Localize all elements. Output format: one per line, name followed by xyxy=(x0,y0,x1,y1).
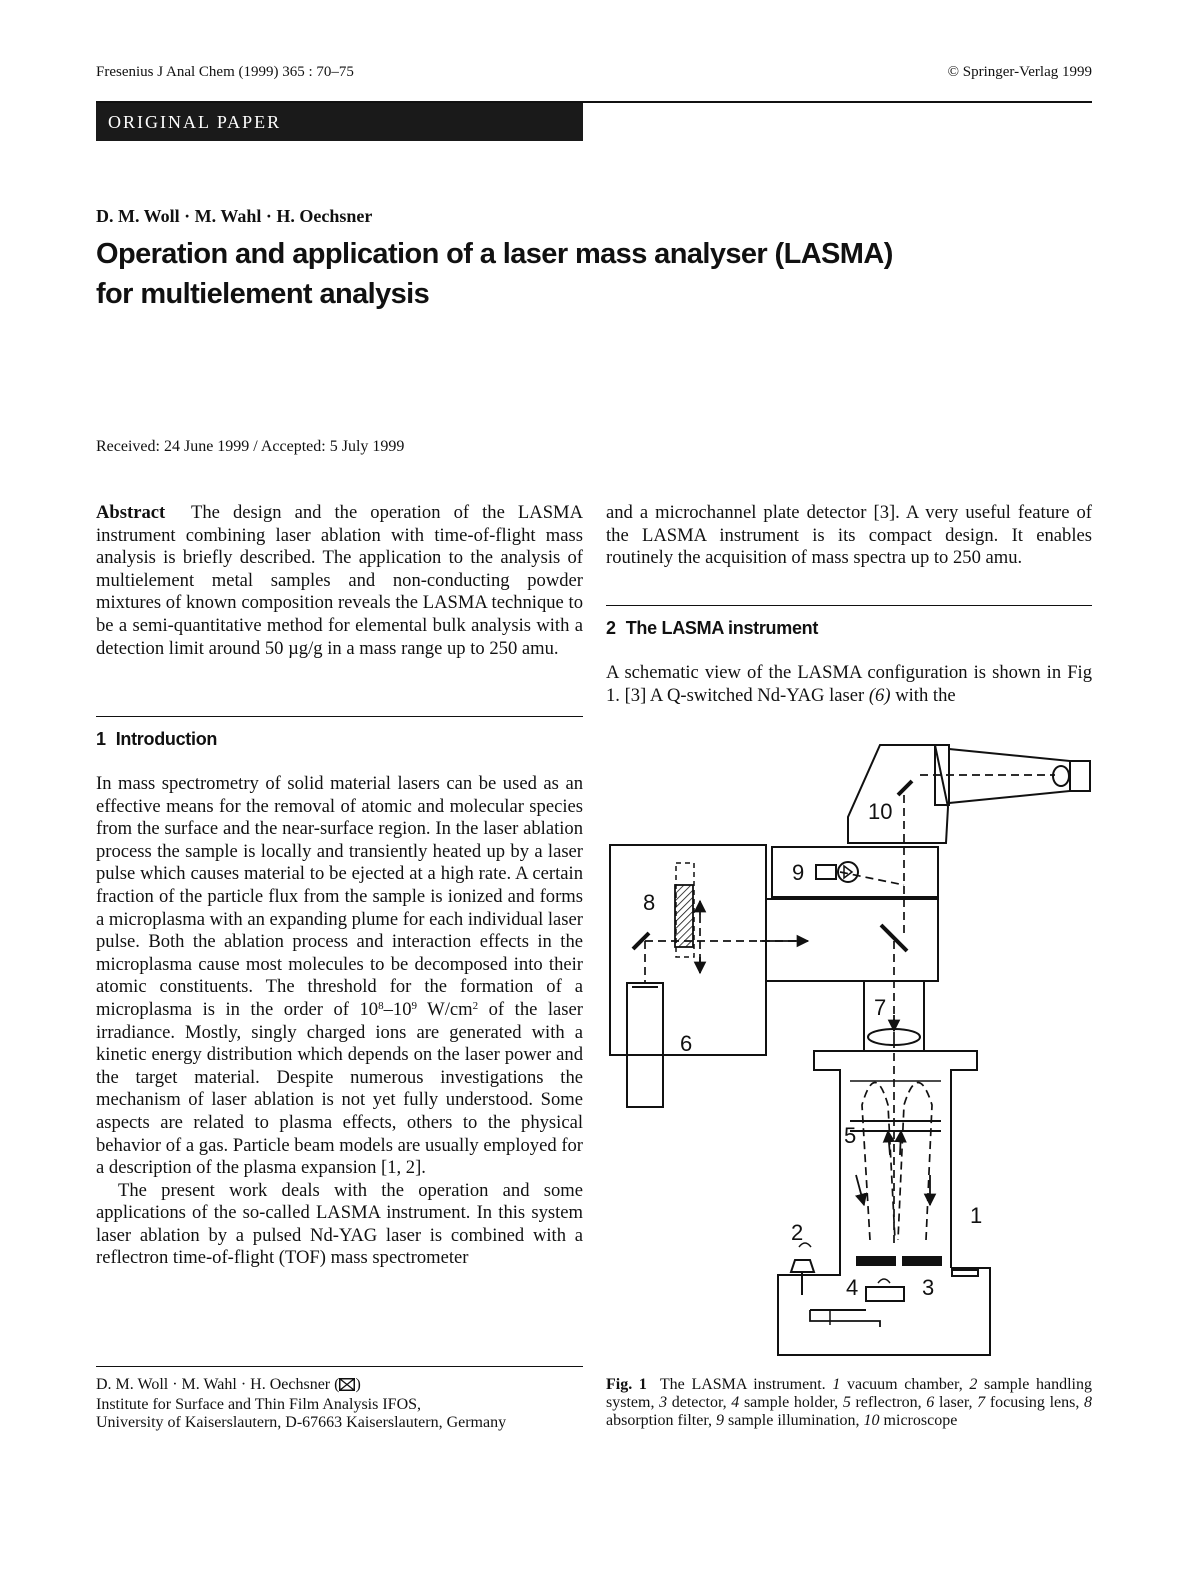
section-rule xyxy=(96,716,583,717)
title-line-2: for multielement analysis xyxy=(96,278,430,310)
figure-label: 1 xyxy=(970,1203,983,1228)
lasma-schematic-figure xyxy=(600,735,1100,1365)
figure-label: 4 xyxy=(846,1275,859,1300)
section-banner: ORIGINAL PAPER xyxy=(96,103,583,141)
section-2-body: A schematic view of the LASMA configuration is shown in Fig 1. [3] A Q-switched Nd-YAG laser (6) with the xyxy=(606,662,1092,706)
caption-text-fragment: focusing lens, xyxy=(985,1394,1085,1411)
abstract-text: The design and the operation of the LASMA instrument combining laser ablation with time-of-flight mass analysis is briefly described. The application to the analysis of multielement metal samples and non-conducting powder mixtures of known composition reveals the LASMA technique to be a semi-quantitative method for elemental bulk analysis with a detection limit around 50 µg/g in a mass range up to 250 amu. xyxy=(96,502,584,659)
footnote-rule xyxy=(96,1366,583,1367)
optics-housing xyxy=(766,899,938,981)
figure-label: 7 xyxy=(874,995,887,1020)
figure-caption-text xyxy=(606,1376,1092,1429)
envelope-icon xyxy=(339,1378,355,1396)
caption-item-number: 1 xyxy=(832,1376,841,1393)
abstract-continuation: and a microchannel plate detector [3]. A very useful feature of the LASMA instrument is its compact design. It enables routinely the acquisition of mass spectra up to 250 amu. xyxy=(606,502,1092,569)
caption-text-fragment: microscope xyxy=(879,1412,958,1429)
journal-reference: Fresenius J Anal Chem (1999) 365 : 70–75 xyxy=(96,64,354,80)
sample-holder xyxy=(866,1287,904,1301)
caption-item-number: 5 xyxy=(842,1394,851,1411)
caption-text-fragment: reflectron, xyxy=(850,1394,927,1411)
caption-item-number: 7 xyxy=(977,1394,986,1411)
section-heading-introduction xyxy=(96,729,217,750)
section-number: 1 xyxy=(96,729,106,749)
caption-item-number: 3 xyxy=(659,1394,668,1411)
caption-text-fragment: sample illumination, xyxy=(724,1412,864,1429)
section-heading-lasma-instrument xyxy=(606,618,818,639)
caption-text-fragment: laser, xyxy=(934,1394,978,1411)
figure-label: 5 xyxy=(844,1123,857,1148)
introduction-body xyxy=(96,773,583,1270)
caption-text-fragment: absorption filter, xyxy=(606,1412,716,1429)
caption-item-number: 6 xyxy=(926,1394,935,1411)
figure-label: 2 xyxy=(791,1220,804,1245)
caption-text-fragment: detector, xyxy=(667,1394,732,1411)
section-title: The LASMA instrument xyxy=(625,618,819,638)
authors: D. M. Woll · M. Wahl · H. Oechsner xyxy=(96,206,373,226)
caption-text-fragment: vacuum chamber, xyxy=(840,1376,970,1393)
detector xyxy=(902,1256,942,1266)
caption-text-fragment: sample handling system, xyxy=(606,1376,1092,1411)
caption-text-fragment: sample holder, xyxy=(739,1394,843,1411)
caption-item-number: 4 xyxy=(731,1394,740,1411)
figure-label: 10 xyxy=(868,799,893,824)
laser-enclosure xyxy=(610,845,766,1055)
caption-text-fragment: The LASMA instrument. xyxy=(659,1376,833,1393)
section-title: Introduction xyxy=(115,729,218,749)
absorption-filter xyxy=(675,885,693,947)
abstract-label: Abstract xyxy=(96,502,166,523)
caption-item-number: 8 xyxy=(1084,1394,1093,1411)
received-date: Received: 24 June 1999 / Accepted: 5 July 1999 xyxy=(96,438,405,455)
caption-item-number: 2 xyxy=(969,1376,978,1393)
figure-label: 9 xyxy=(792,860,805,885)
figure-caption-label: Fig. 1 xyxy=(606,1376,647,1393)
intro-paragraph-1: In mass spectrometry of solid material lasers can be used as an effective means for the removal of atomic and molecular species from the surface and the near-surface region. In the laser ablation process the sample is locally and transiently heated up by a laser pulse which causes material to be ejected at a high rate. A certain fraction of the particle flux from the sample is ionized and forms a microplasma with an expanding plume for each individual laser pulse. Both the ablation process and interaction effects in the microplasma cause most molecules to be decomposed into their atomic constituents. The threshold for the formation of a microplasma is in the order of $10^8-10^9$ $W/cm^2$ of the laser irradiance. Mostly, singly charged ions are generated with a kinetic energy distribution which depends on the laser power and the target material. Despite numerous investigations the mechanism of laser ablation is not yet fully understood. Some aspects are related to plasma effects, others to the physical behavior of a gas. Particle beam models are usually employed for a description of the plasma expansion [1, 2]. xyxy=(96,773,583,1179)
intro-paragraph-2: The present work deals with the operation and some applications of the so-called LASMA instrument. In this system laser ablation by a pulsed Nd-YAG laser is combined with a reflectron time-of-flight (TOF) mass spectrometer xyxy=(96,1179,583,1269)
figure-label: 8 xyxy=(643,890,656,915)
paper-title xyxy=(96,234,996,314)
section-rule xyxy=(606,605,1092,606)
figure-caption xyxy=(606,1376,1092,1430)
figure-label: 3 xyxy=(922,1275,935,1300)
figure-label: 6 xyxy=(680,1031,693,1056)
microscope xyxy=(848,745,1090,843)
laser xyxy=(627,983,663,1107)
copyright: © Springer-Verlag 1999 xyxy=(947,64,1092,80)
abstract xyxy=(96,502,583,660)
detector xyxy=(856,1256,896,1266)
caption-item-number: 9 xyxy=(716,1412,724,1429)
title-line-1: Operation and application of a laser mass analyser (LASMA) xyxy=(96,238,893,270)
section-number: 2 xyxy=(606,618,616,638)
author-affiliation: D. M. Woll · M. Wahl · H. Oechsner ( ) Institute for Surface and Thin Film Analysis IFOS, University of Kaiserslautern, D-67663 Kaiserslautern, Germany xyxy=(96,1376,507,1431)
caption-item-number: 10 xyxy=(863,1412,880,1429)
